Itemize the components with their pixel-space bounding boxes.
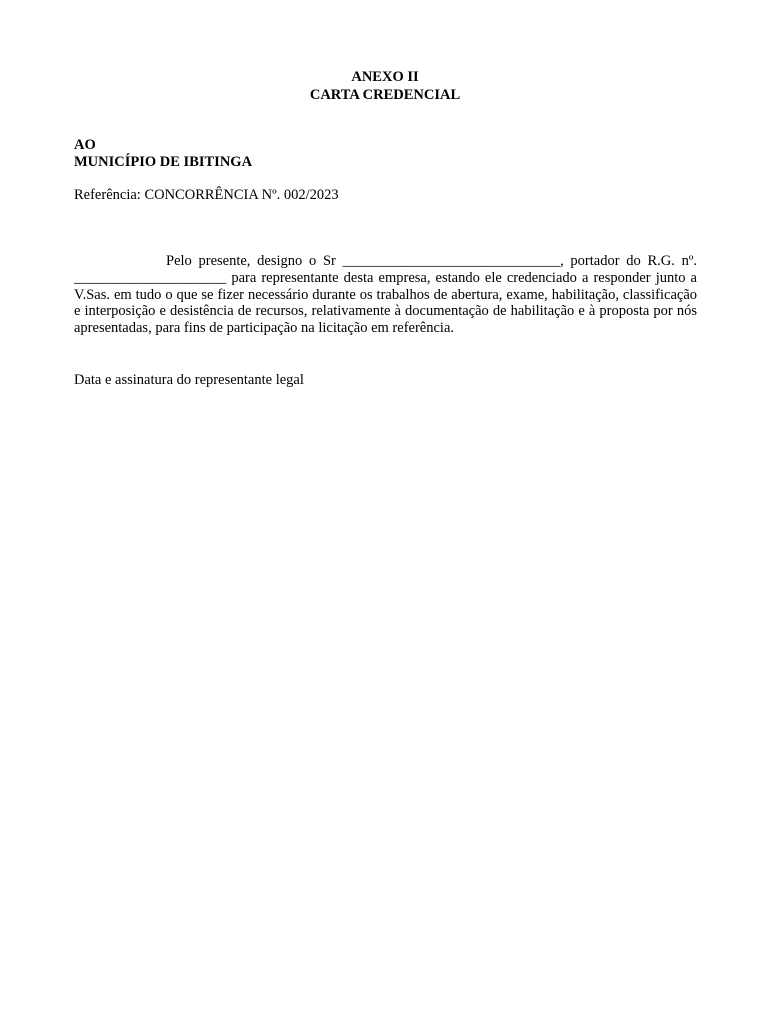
credential-paragraph: Pelo presente, designo o Sr ______________________________, portador do R.G. nº. _____________________ para representante desta empresa, estando ele credenciado a responder junto a V.Sas. em tudo o que se fizer necessário durante os trabalhos de abertura, exame, habilitação, classificação e interposição e desistência de recursos, relativamente à documentação de habilitação e à proposta por nós apresentadas, para fins de participação na licitação em referência. xyxy=(74,253,697,337)
reference-line: Referência: CONCORRÊNCIA Nº. 002/2023 xyxy=(74,187,339,203)
annex-number-heading: ANEXO II xyxy=(351,69,419,85)
addressee-prefix: AO xyxy=(74,137,96,153)
addressee-name: MUNICÍPIO DE IBITINGA xyxy=(74,154,253,170)
signature-line: Data e assinatura do representante legal xyxy=(74,372,304,388)
annex-title-heading: CARTA CREDENCIAL xyxy=(309,87,461,103)
